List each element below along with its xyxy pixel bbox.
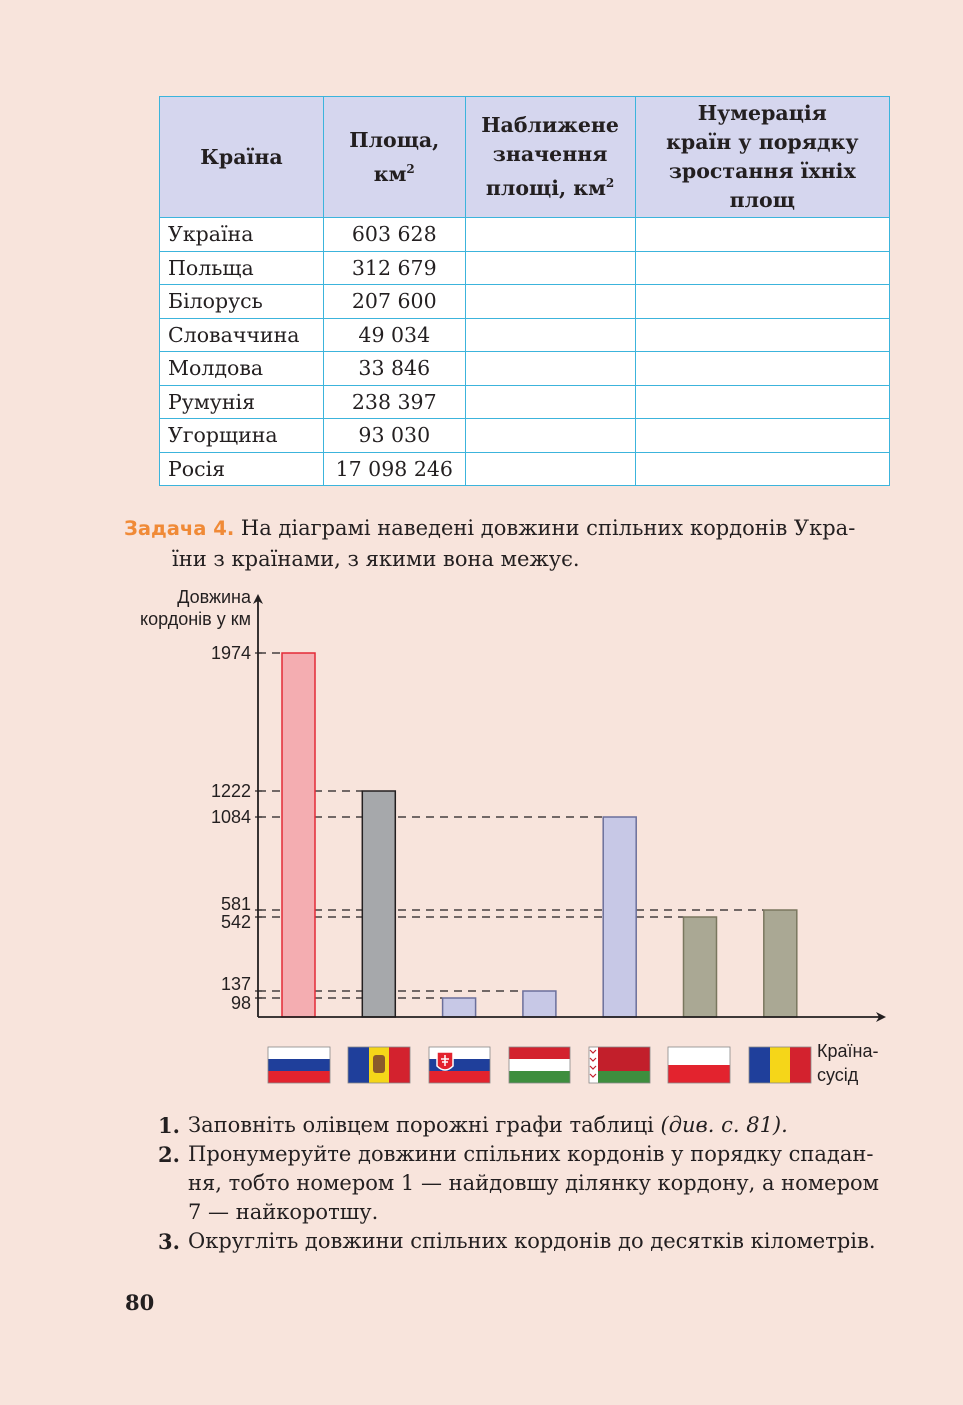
y-tick-label: 1974: [210, 643, 251, 663]
cell-country: Молдова: [160, 352, 324, 386]
bar-moldova-flag: [362, 791, 395, 1017]
question-reference: (див. с. 81).: [660, 1113, 788, 1137]
cell-country: Білорусь: [160, 285, 324, 319]
poland-flag: [668, 1047, 730, 1083]
question-text: Пронумеруйте довжини спільних кордонів у порядку спадан-ня, тобто номером 1 — найдовшу ділянку кордону, а номером 7 — найкоротшу.: [188, 1142, 880, 1224]
bar-hungary-flag: [523, 991, 556, 1017]
moldova-flag: [348, 1047, 410, 1083]
y-tick-labels: [211, 643, 262, 1013]
cell-area: 17 098 246: [323, 452, 465, 486]
header-area: Площа, $км^2$: [323, 97, 465, 218]
header-approx-area: Наближене значення площі, $км^2$: [465, 97, 635, 218]
header-country: Країна: [160, 97, 324, 218]
cell-country: Україна: [160, 218, 324, 252]
cell-country: Румунія: [160, 385, 324, 419]
y-tick-label: 542: [220, 912, 251, 932]
x-axis-label-line-1: Країна-: [817, 1041, 879, 1061]
task-text-line-1: На діаграмі наведені довжини спільних кордонів Укра-: [240, 516, 856, 540]
cell-area: 238 397: [323, 385, 465, 419]
hungary-flag: [509, 1047, 570, 1083]
romania-flag: [749, 1047, 811, 1083]
y-tick-label: 137: [220, 974, 251, 994]
task-text-line-2: їни з країнами, з якими вона межує.: [172, 547, 580, 571]
bar-belarus-flag: [603, 817, 636, 1017]
header-order: Нумерація країн у порядку зростання їхніх площ: [635, 97, 889, 218]
bar-russia-flag: [282, 653, 315, 1017]
x-axis-label-line-2: сусід: [817, 1065, 859, 1085]
bar-poland-flag: [684, 917, 717, 1017]
bar-romania-flag: [764, 910, 797, 1017]
question-item: [158, 1111, 898, 1140]
cell-area: 33 846: [323, 352, 465, 386]
page-number: 80: [125, 1290, 155, 1315]
cell-country: Угорщина: [160, 419, 324, 453]
bars-group: [282, 653, 797, 1017]
cell-area: 603 628: [323, 218, 465, 252]
cell-area: 312 679: [323, 251, 465, 285]
question-text: Округліть довжини спільних кордонів до десятків кілометрів.: [188, 1229, 876, 1253]
y-tick-label: 1084: [210, 807, 251, 827]
task-label: Задача 4.: [124, 517, 235, 540]
cell-area: 93 030: [323, 419, 465, 453]
slovakia-flag: [429, 1047, 490, 1083]
cell-area: 49 034: [323, 318, 465, 352]
y-tick-label: 98: [230, 993, 251, 1013]
y-axis-label-line-1: Довжина: [177, 587, 251, 607]
y-tick-label: 1222: [210, 781, 251, 801]
cell-area: 207 600: [323, 285, 465, 319]
questions-list: [158, 1111, 898, 1256]
question-text: Заповніть олівцем порожні графи таблиці: [188, 1113, 661, 1137]
russia-flag: [268, 1047, 330, 1083]
belarus-flag: [589, 1047, 650, 1083]
cell-country: Польща: [160, 251, 324, 285]
y-tick-label: 581: [220, 894, 251, 914]
question-item: [158, 1227, 898, 1256]
question-number: 2.: [158, 1142, 180, 1167]
question-number: 1.: [158, 1113, 180, 1138]
question-item: [158, 1140, 898, 1227]
y-axis-label-line-2: кордонів у км: [140, 609, 251, 629]
bar-slovakia-flag: [443, 998, 476, 1017]
cell-country: Росія: [160, 452, 324, 486]
cell-country: Словаччина: [160, 318, 324, 352]
question-number: 3.: [158, 1229, 180, 1254]
